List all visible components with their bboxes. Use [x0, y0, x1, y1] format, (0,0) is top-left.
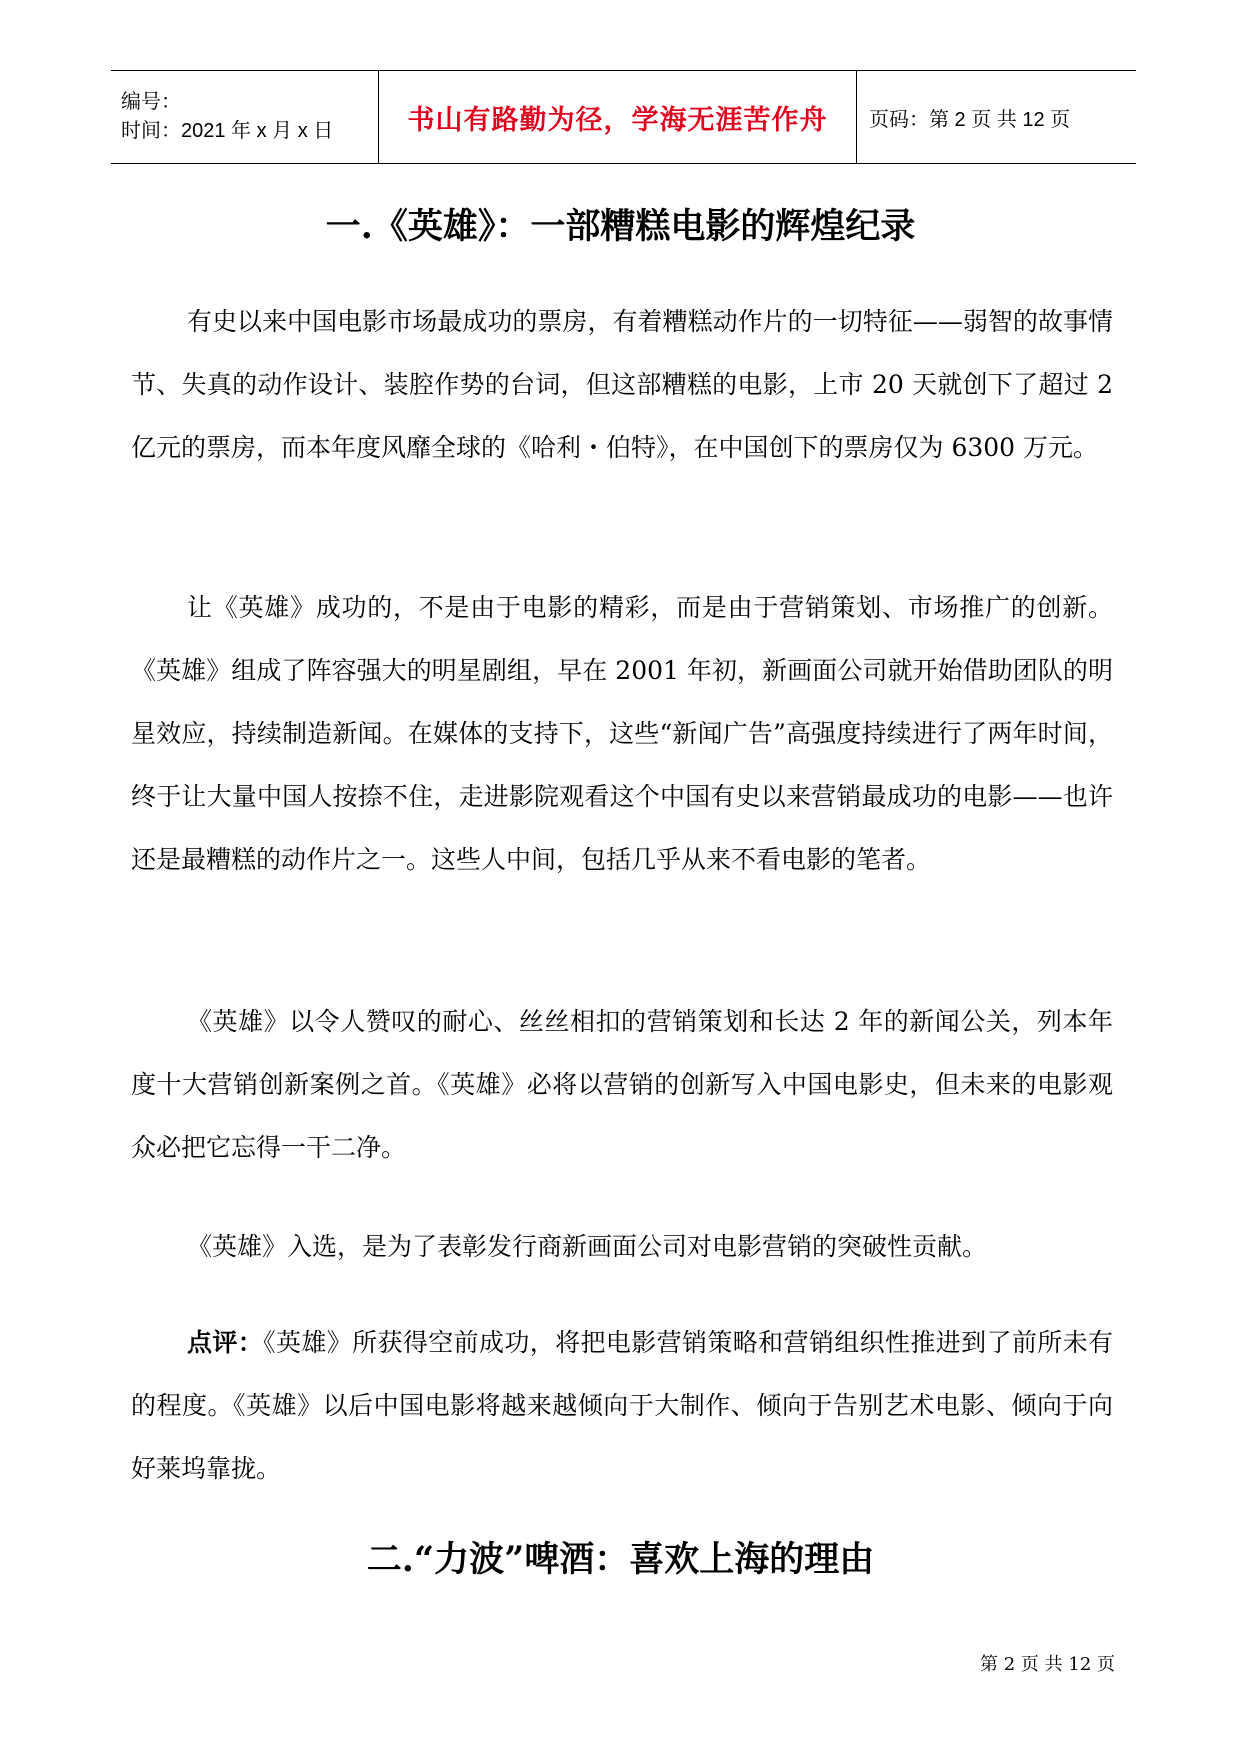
section-title-1: 一.《英雄》：一部糟糕电影的辉煌纪录 — [325, 206, 916, 247]
footer-page-number: 第 2 页 共 12 页 — [980, 1654, 1115, 1675]
paragraph-4: 《英雄》入选，是为了表彰发行商新画面公司对电影营销的突破性贡献。 — [187, 1232, 988, 1261]
header-page-code: 页码：第 2 页 共 12 页 — [869, 108, 1071, 131]
header-meta-cell — [111, 71, 379, 163]
document-date-label: 时间：2021 年 x 月 x 日 — [121, 120, 334, 142]
header-motto-cell — [379, 71, 857, 163]
paragraph-3: 《英雄》以令人赞叹的耐心、丝丝相扣的营销策划和长达 2 年的新闻公关，列本年度十大营销创新案例之首。《英雄》必将以营销的创新写入中国电影史，但未来的电影观众必把它忘得一干二净。 — [131, 1007, 1113, 1162]
paragraph-2: 让《英雄》成功的，不是由于电影的精彩，而是由于营销策划、市场推广的创新。《英雄》组成了阵容强大的明星剧组，早在 2001 年初，新画面公司就开始借助团队的明星效应，持续制造新闻。在媒体的支持下，这些“新闻广告”高强度持续进行了两年时间，终于让大量中国人按捺不住，走进影院观看这个中国有史以来营销最成功的电影——也许还是最糟糕的动作片之一。这些人中间，包括几乎从来不看电影的笔者。 — [131, 593, 1113, 874]
review-paragraph — [131, 1311, 1113, 1500]
section-title-2: 二.“力波”啤酒：喜欢上海的理由 — [366, 1539, 875, 1580]
review-label: 点评： — [187, 1328, 264, 1357]
header-motto: 书山有路勤为径，学海无涯苦作舟 — [407, 104, 828, 136]
header-page-cell — [857, 71, 1136, 163]
paragraph-1: 有史以来中国电影市场最成功的票房，有着糟糕动作片的一切特征——弱智的故事情节、失真的动作设计、装腔作势的台词，但这部糟糕的电影，上市 20 天就创下了超过 2 亿元的票房，而本年度风靡全球的《哈利・伯特》，在中国创下的票房仅为 6300 万元。 — [131, 307, 1113, 462]
page-header-table — [111, 70, 1136, 164]
document-number-label: 编号： — [121, 91, 181, 113]
review-text: 《英雄》所获得空前成功，将把电影营销策略和营销组织性推进到了前所未有的程度。《英雄》以后中国电影将越来越倾向于大制作、倾向于告别艺术电影、倾向于向好莱坞靠拢。 — [131, 1328, 1113, 1483]
